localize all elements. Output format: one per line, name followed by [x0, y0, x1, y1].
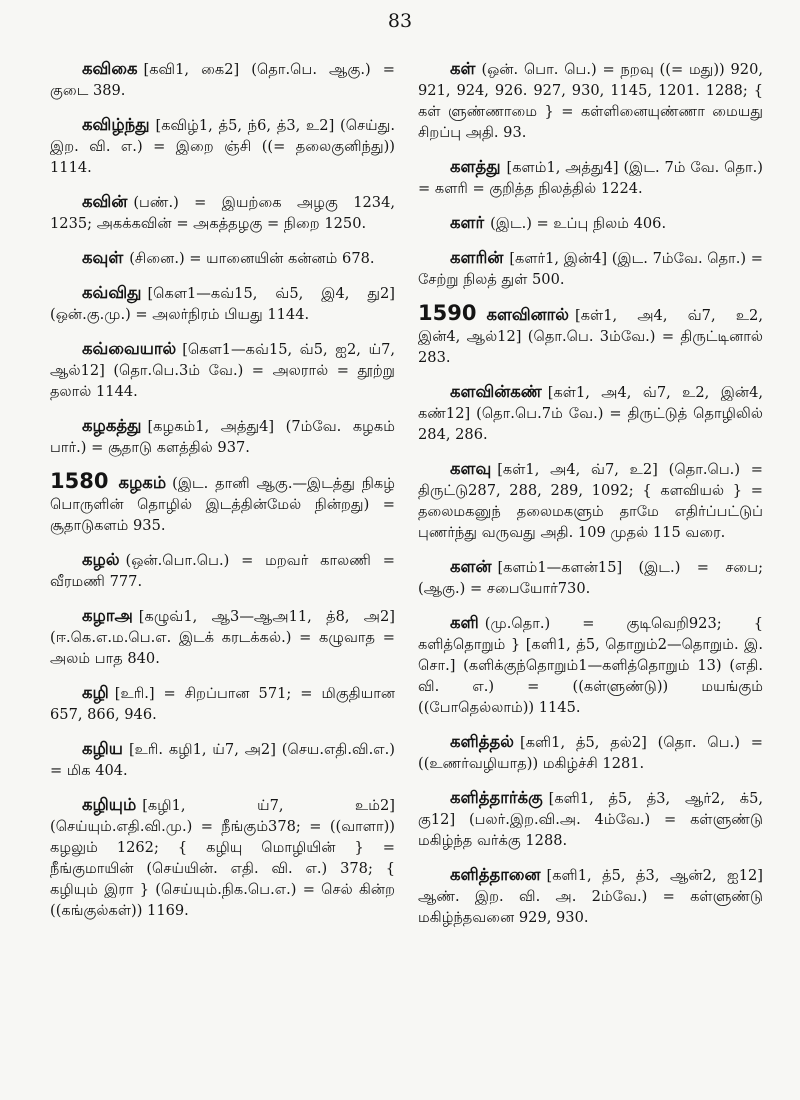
- entry-definition: [கழகம்1, அத்து4] (7ம்வே. கழகம் பார்.) = சூதாடு களத்தில் 937.: [50, 418, 395, 456]
- entry-definition: (இட.) = உப்பு நிலம் 406.: [490, 215, 667, 232]
- dictionary-entry: [50, 605, 395, 669]
- entry-definition: [களி1, த்5, த்3, ஆன்2, ஐ12] ஆண். இற. வி. அ. 2ம்வே.) = கள்ளுண்டு மகிழ்ந்தவனை 929, 930.: [418, 867, 763, 926]
- entry-headword: கழிய: [82, 739, 123, 758]
- entry-definition: [கவிழ்1, த்5, ந்6, த்3, உ2] (செய்து. இற. வி. எ.) = இறை ஞ்சி ((= தலைகுனிந்து)) 1114.: [50, 117, 395, 176]
- dictionary-entry: [50, 682, 395, 725]
- entry-headword: கவிழ்ந்து: [82, 115, 150, 134]
- entry-headword: களவினால்: [486, 305, 569, 324]
- dictionary-entry: [418, 787, 763, 851]
- entry-definition: [களி1, த்5, தல்2] (தொ. பெ.) = ((உணர்வழியாத)) மகிழ்ச்சி 1281.: [418, 734, 763, 772]
- entry-headword: களி: [450, 613, 479, 632]
- entry-headword: கவுள்: [82, 248, 124, 267]
- entry-definition: [கவி1, கை2] (தொ.பெ. ஆகு.) = குடை 389.: [50, 61, 395, 99]
- entry-definition: [களி1, த்5, த்3, ஆர்2, க்5, கு12] (பலர்.இற.வி.அ. 4ம்வே.) = கள்ளுண்டு மகிழ்ந்த வர்க்கு 1288.: [418, 790, 763, 849]
- entry-headword: கழி: [82, 683, 109, 702]
- dictionary-entry: [418, 212, 763, 234]
- entry-definition: [உரி.] = சிறப்பான 571; = மிகுதியான 657, 866, 946.: [50, 685, 395, 723]
- dictionary-entry: [50, 415, 395, 458]
- entry-definition: [கழி1, ய்7, உம்2] (செய்யும்.எதி.வி.மு.) = நீங்கும்378; = ((வாளா)) கழலும் 1262; { கழியு மொழியின் } = நீங்குமாயின் (செய்யின். எதி. வி. எ.) 378; { கழியும் இரா } (செய்யும்.நிக.பெ.எ.) = செல் கின்ற ((கங்குல்கள்)) 1169.: [50, 797, 395, 919]
- dictionary-entry: [418, 381, 763, 445]
- dictionary-entry: [418, 864, 763, 928]
- entry-headword: களித்தானை: [450, 865, 541, 884]
- entry-headword: கழகம்: [118, 473, 167, 492]
- entry-headword: கழியும்: [82, 795, 137, 814]
- dictionary-entry: [50, 191, 395, 234]
- entry-headword: கள்: [450, 59, 476, 78]
- dictionary-entry: [50, 549, 395, 592]
- dictionary-entry: [50, 794, 395, 921]
- entry-definition: (இட. தானி ஆகு.—இடத்து நிகழ் பொருளின் தொழில் இடத்தின்மேல் நின்றது) = சூதாடுகளம் 935.: [50, 475, 395, 534]
- dictionary-entry: [50, 282, 395, 325]
- entry-headword: கவின்: [82, 192, 128, 211]
- entry-definition: (மு.தொ.) = குடிவெறி923; { களித்தொறும் } [களி1, த்5, தொறும்2—தொறும். இ. சொ.] (களிக்குந்தொறும்1—களித்தொறும் 13) (எதி. வி. எ.) = ((கள்ளுண்டு)) மயங்கும் ((போதெல்லாம்)) 1145.: [418, 615, 763, 716]
- entry-definition: [கழுவ்1, ஆ3—ஆஅ11, த்8, அ2] (ஈ.கெ.எ.ம.பெ.எ. இடக் கரடக்கல்.) = கழுவாத = அலம் பாத 840.: [50, 608, 395, 667]
- dictionary-entry: [418, 458, 763, 543]
- dictionary-entry: [50, 471, 395, 536]
- dictionary-entry: [50, 738, 395, 781]
- entry-headword: களரின்: [450, 248, 504, 267]
- dictionary-entry: [418, 731, 763, 774]
- entry-headword: களித்தல்: [450, 732, 514, 751]
- entry-definition: [கௌ1—கவ்15, வ்5, ஐ2, ய்7, ஆல்12] (தொ.பெ.3ம் வே.) = அலரால் = தூற்று தலால் 1144.: [50, 341, 395, 400]
- dictionary-entry: [418, 612, 763, 718]
- dictionary-entry: [418, 303, 763, 368]
- left-column: [50, 58, 395, 934]
- page-number: 83: [387, 10, 413, 32]
- entry-headword: கழகத்து: [82, 416, 142, 435]
- entry-definition: [உரி. கழி1, ய்7, அ2] (செய.எதி.வி.எ.) = மிக 404.: [50, 741, 395, 779]
- entry-headword: கழாஅ: [82, 606, 133, 625]
- entry-definition: [கள்1, அ4, வ்7, உ2] (தொ.பெ.) = திருட்டு287, 288, 289, 1092; { களவியல் } = தலைமகனுந் தலைமகளும் தாமே எதிர்ப்பட்டுப் புணர்ந்து வருவது அதி. 109 முதல் 115 வரை.: [418, 461, 763, 541]
- entry-headword: களவு: [450, 459, 492, 478]
- entry-definition: [கள்1, அ4, வ்7, உ2, இன்4, கண்12] (தொ.பெ.7ம் வே.) = திருட்டுத் தொழிலில் 284, 286.: [418, 384, 763, 443]
- entry-number: 1580: [50, 469, 109, 493]
- entry-definition: (பண்.) = இயற்கை அழகு 1234, 1235; அகக்கவின் = அகத்தழகு = நிறை 1250.: [50, 194, 395, 232]
- entry-definition: [கௌ1—கவ்15, வ்5, இ4, து2] (ஒன்.கு.மு.) = அலர்நிரம் பியது 1144.: [50, 285, 395, 323]
- entry-headword: கவிகை: [82, 59, 138, 78]
- entry-number: 1590: [418, 301, 477, 325]
- entry-definition: [களர்1, இன்4] (இட. 7ம்வே. தொ.) = சேற்று நிலத் துள் 500.: [418, 250, 763, 288]
- right-column: [418, 58, 763, 941]
- dictionary-entry: [50, 247, 395, 269]
- entry-headword: களவின்கண்: [450, 382, 542, 401]
- entry-definition: (ஒன். பொ. பெ.) = நறவு ((= மது)) 920, 921, 924, 926. 927, 930, 1145, 1201. 1288; { கள் ளுண்ணாமை } = கள்ளினையுண்ணா மையது சிறப்பு அதி. 93.: [418, 61, 763, 141]
- entry-headword: களித்தார்க்கு: [450, 788, 543, 807]
- entry-headword: களன்: [450, 557, 492, 576]
- dictionary-entry: [50, 338, 395, 402]
- dictionary-entry: [50, 114, 395, 178]
- entry-headword: கழல்: [82, 550, 120, 569]
- entry-headword: களத்து: [450, 157, 501, 176]
- entry-headword: கவ்விது: [82, 283, 142, 302]
- entry-headword: களர்: [450, 213, 485, 232]
- dictionary-entry: [418, 556, 763, 599]
- dictionary-entry: [418, 156, 763, 199]
- entry-definition: (சினை.) = யானையின் கன்னம் 678.: [129, 250, 375, 267]
- dictionary-entry: [418, 247, 763, 290]
- dictionary-entry: [50, 58, 395, 101]
- entry-definition: (ஒன்.பொ.பெ.) = மறவர் காலணி = வீரமணி 777.: [50, 552, 395, 590]
- dictionary-entry: [418, 58, 763, 143]
- entry-definition: [கள்1, அ4, வ்7, உ2, இன்4, ஆல்12] (தொ.பெ. 3ம்வே.) = திருட்டினால் 283.: [418, 307, 763, 366]
- entry-headword: கவ்வையால்: [82, 339, 177, 358]
- entry-definition: [களம்1, அத்து4] (இட. 7ம் வே. தொ.) = களரி = குறித்த நிலத்தில் 1224.: [418, 159, 763, 197]
- entry-definition: [களம்1—களன்15] (இட.) = சபை; (ஆகு.) = சபையோர்730.: [418, 559, 763, 597]
